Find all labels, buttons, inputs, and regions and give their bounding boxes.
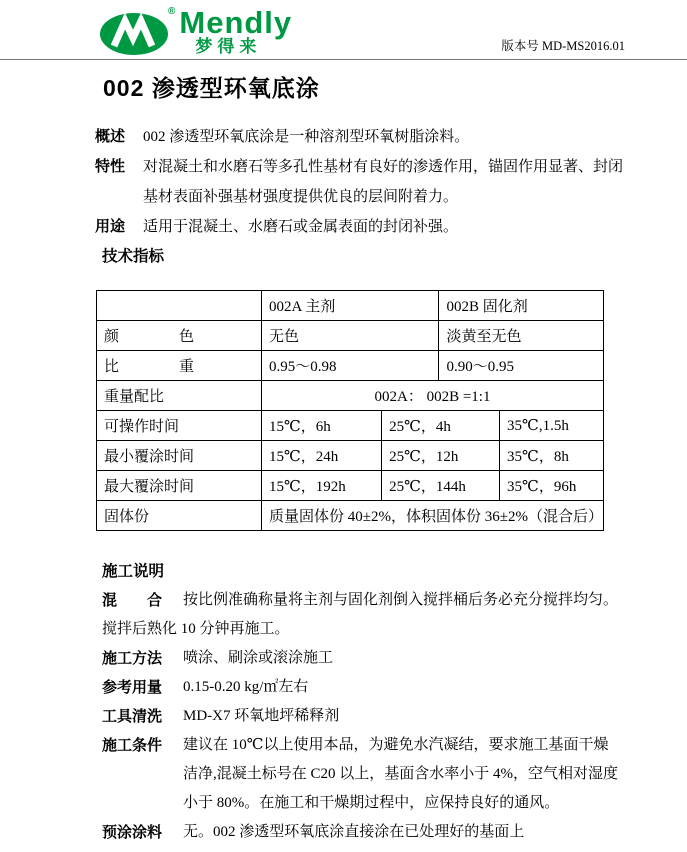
table-cell-pot-life-35: 35℃,1.5h bbox=[500, 411, 604, 441]
construction-text-precoat: 无。002 渗透型环氧底涂直接涂在已处理好的基面上 bbox=[183, 824, 525, 840]
intro-text-overview: 002 渗透型环氧底涂是一种溶剂型环氧树脂涂料。 bbox=[143, 129, 470, 145]
construction-row-conditions bbox=[102, 731, 687, 818]
page-header bbox=[0, 0, 687, 60]
table-cell-gravity-a: 0.95～0.98 bbox=[262, 351, 439, 381]
table-row-max-recoat bbox=[97, 471, 604, 501]
intro-row-features bbox=[95, 152, 687, 212]
table-cell-max-recoat-25: 25℃，144h bbox=[382, 471, 500, 501]
table-cell-max-recoat-15: 15℃，192h bbox=[262, 471, 382, 501]
mixing-note: 搅拌后熟化 10 分钟再施工。 bbox=[102, 621, 290, 637]
table-cell-min-recoat-25: 25℃，12h bbox=[382, 441, 500, 471]
brand-wordmark bbox=[179, 5, 293, 56]
table-row-pot-life bbox=[97, 411, 604, 441]
section-title-tech: 技术指标 bbox=[102, 248, 165, 265]
table-cell-color-b: 淡黄至无色 bbox=[439, 321, 604, 351]
construction-row-method bbox=[102, 644, 687, 673]
intro-text-usage: 适用于混凝土、水磨石或金属表面的封闭补强。 bbox=[143, 219, 459, 235]
construction-text-conditions: 建议在 10℃以上使用本品，为避免水汽凝结，要求施工基面干燥 洁净,混凝土标号在 C20 以上，基面含水率小于 4%，空气相对湿度 小于 80%。在施工和干燥期过程中，应保持良好的通风。 bbox=[183, 737, 619, 811]
table-cell-blank bbox=[97, 291, 262, 321]
brand-logo bbox=[98, 5, 293, 56]
construction-row-precoat bbox=[102, 818, 687, 847]
table-cell-color-a: 无色 bbox=[262, 321, 439, 351]
table-cell-solids-label: 固体份 bbox=[97, 501, 262, 531]
construction-section bbox=[102, 586, 687, 847]
mendly-logo-icon bbox=[98, 8, 172, 56]
table-cell-min-recoat-35: 35℃，8h bbox=[500, 441, 604, 471]
intro-label-features: 特性 bbox=[95, 158, 126, 175]
table-cell-col-a-header: 002A 主剂 bbox=[262, 291, 439, 321]
table-cell-ratio-label: 重量配比 bbox=[97, 381, 262, 411]
table-cell-gravity-b: 0.90～0.95 bbox=[439, 351, 604, 381]
table-cell-max-recoat-35: 35℃，96h bbox=[500, 471, 604, 501]
table-cell-gravity-label: 比 重 bbox=[97, 351, 262, 381]
tech-table bbox=[96, 290, 604, 531]
table-cell-pot-life-15: 15℃，6h bbox=[262, 411, 382, 441]
table-cell-col-b-header: 002B 固化剂 bbox=[439, 291, 604, 321]
construction-text-method: 喷涂、刷涂或滚涂施工 bbox=[183, 650, 334, 666]
table-cell-min-recoat-15: 15℃，24h bbox=[262, 441, 382, 471]
construction-label-method: 施工方法 bbox=[102, 650, 163, 667]
construction-text-cleaning: MD-X7 环氧地坪稀释剂 bbox=[183, 708, 340, 724]
registered-trademark-icon: ® bbox=[168, 6, 176, 17]
table-cell-pot-life-25: 25℃，4h bbox=[382, 411, 500, 441]
construction-label-mixing: 混 合 bbox=[102, 592, 163, 609]
construction-label-precoat: 预涂涂料 bbox=[102, 824, 163, 841]
construction-row-dosage bbox=[102, 673, 687, 702]
table-cell-ratio-value: 002A： 002B =1:1 bbox=[262, 381, 604, 411]
construction-row-cleaning bbox=[102, 702, 687, 731]
construction-text-dosage: 0.15-0.20 kg/㎡左右 bbox=[183, 679, 309, 695]
table-row-solids bbox=[97, 501, 604, 531]
table-cell-solids-value: 质量固体份 40±2%，体积固体份 36±2%（混合后） bbox=[262, 501, 604, 531]
intro-label-overview: 概述 bbox=[95, 128, 126, 145]
table-cell-max-recoat-label: 最大覆涂时间 bbox=[97, 471, 262, 501]
version-number: 版本号 MD-MS2016.01 bbox=[501, 39, 625, 53]
intro-text-features: 对混凝土和水磨石等多孔性基材有良好的渗透作用，锚固作用显著、封闭 基材表面补强基材强度提供优良的层间附着力。 bbox=[143, 159, 624, 205]
intro-row-usage bbox=[95, 212, 687, 242]
table-row-gravity bbox=[97, 351, 604, 381]
construction-text-mixing: 按比例准确称量将主剂与固化剂倒入搅拌桶后务必充分搅拌均匀。 bbox=[183, 592, 619, 608]
page-title: 002 渗透型环氧底涂 bbox=[103, 75, 320, 101]
table-row-header bbox=[97, 291, 604, 321]
table-cell-color-label: 颜 色 bbox=[97, 321, 262, 351]
construction-label-cleaning: 工具清洗 bbox=[102, 708, 163, 725]
table-row-color bbox=[97, 321, 604, 351]
intro-section bbox=[95, 122, 687, 242]
table-cell-min-recoat-label: 最小覆涂时间 bbox=[97, 441, 262, 471]
brand-name-en: Mendly bbox=[179, 5, 293, 40]
construction-label-dosage: 参考用量 bbox=[102, 679, 163, 696]
table-cell-pot-life-label: 可操作时间 bbox=[97, 411, 262, 441]
construction-row-mixing bbox=[102, 586, 687, 615]
intro-row-overview bbox=[95, 122, 687, 152]
intro-label-usage: 用途 bbox=[95, 218, 126, 235]
table-row-min-recoat bbox=[97, 441, 604, 471]
section-title-construction: 施工说明 bbox=[102, 563, 165, 580]
construction-label-conditions: 施工条件 bbox=[102, 737, 163, 754]
table-row-ratio bbox=[97, 381, 604, 411]
brand-name-cn: 梦得来 bbox=[195, 37, 262, 56]
